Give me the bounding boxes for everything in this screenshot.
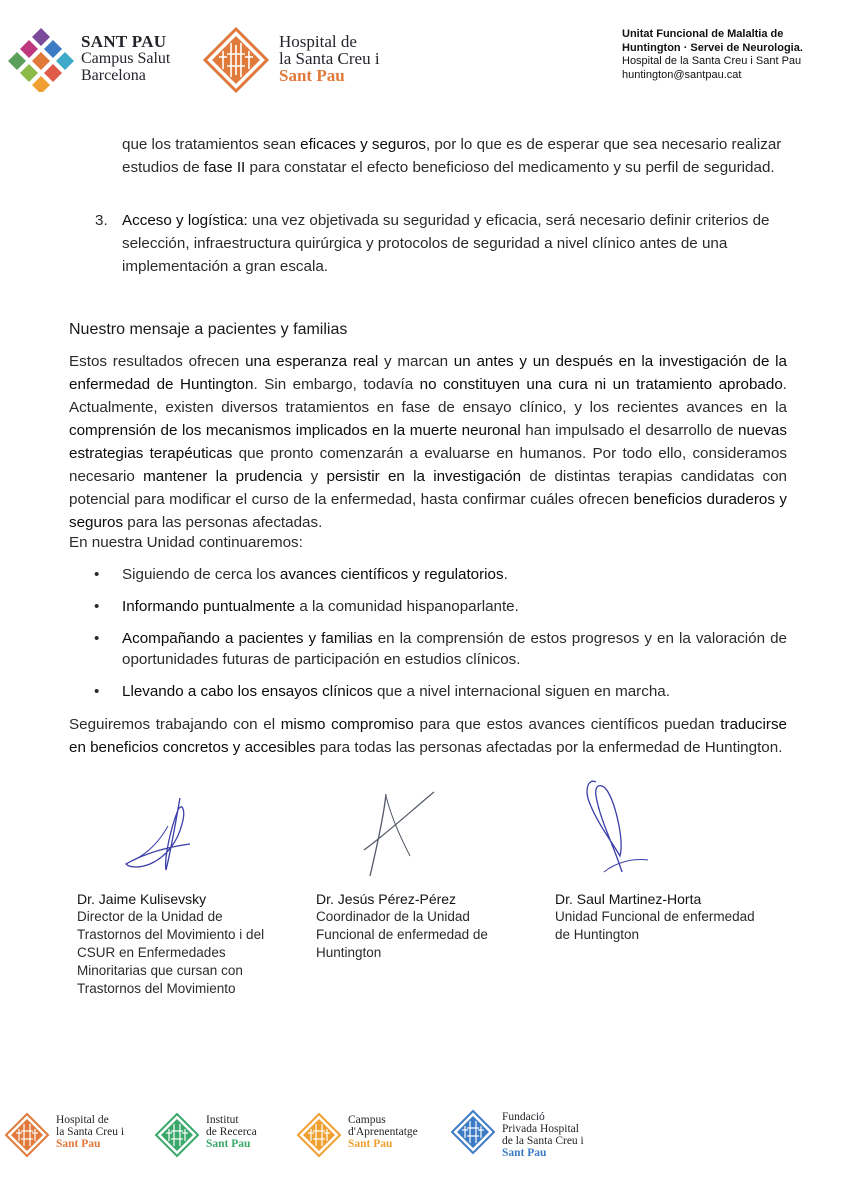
unit-email: huntington@santpau.cat	[622, 68, 742, 81]
fundacio-diamond-icon	[450, 1109, 496, 1155]
footer-accent: Sant Pau	[206, 1138, 251, 1150]
hospital-diamond-icon	[4, 1112, 50, 1158]
list-item	[69, 596, 787, 617]
p1-emphasis-6: mantener la prudencia	[143, 468, 303, 485]
access-logistics-title: Acceso y logística:	[122, 212, 248, 229]
p1-text-2: y marcan	[378, 353, 454, 370]
unit-name-line-2: Huntington · Servei de Neurologia.	[622, 41, 803, 54]
footer-line: la Santa Creu i	[56, 1126, 125, 1138]
footer-line: Campus	[348, 1114, 386, 1126]
signer-name: Dr. Jaime Kulisevsky	[77, 891, 207, 907]
bullet-dot: •	[94, 598, 100, 615]
signature-kulisevsky	[120, 790, 200, 880]
bullet-1-post: .	[503, 566, 508, 583]
footer-line: Privada Hospital	[502, 1123, 579, 1135]
intro-text-3: para constatar el efecto beneficioso del medicamento y su perfil de seguridad.	[245, 159, 775, 176]
footer-logo-campus	[296, 1112, 446, 1158]
p3-text-1: Seguiremos trabajando con el	[69, 716, 281, 733]
signature-martinez	[582, 776, 652, 880]
list-item	[69, 681, 787, 702]
sant-pau-campus-diamond-logo	[6, 26, 76, 92]
hospital-sant-pau-logo	[203, 27, 269, 93]
intro-emphasis-1: eficaces y seguros	[300, 136, 426, 153]
bullet-1-bold: avances científicos y regulatorios	[279, 566, 504, 583]
section-heading: Nuestro mensaje a pacientes y familias	[69, 321, 348, 338]
p1-emphasis-2: un antes y un después en la investigación de la enfermedad de Huntington	[69, 353, 787, 393]
footer-logo-institut	[154, 1112, 294, 1158]
bullet-4-post: que a nivel internacional siguen en marcha.	[372, 683, 670, 700]
sant-pau-campus-brand	[81, 33, 170, 84]
list-item	[69, 628, 787, 670]
brand-line-1: SANT PAU	[81, 32, 167, 51]
footer-accent: Sant Pau	[56, 1138, 101, 1150]
p3-text-2: para que estos avances científicos puedan	[413, 716, 721, 733]
access-logistics-text: una vez objetivada su seguridad y eficacia, será necesario definir criterios de selección, infraestructura quirúrgica y protocolos de seguridad a nivel clínico antes de una implementación a gran escala.	[122, 212, 770, 275]
p3-text-3: para todas las personas afectadas por la enfermedad de Huntington.	[315, 739, 783, 756]
signer-kulisevsky	[77, 890, 264, 998]
p1-emphasis-4: comprensión de los mecanismos implicados en la muerte neuronal	[69, 422, 521, 439]
signer-role-line: Director de la Unidad de	[77, 909, 223, 924]
bullet-dot: •	[94, 566, 100, 583]
signer-role-line: Coordinador de la Unidad	[316, 909, 470, 924]
hospital-sant-pau-brand	[279, 33, 380, 84]
footer-text	[502, 1111, 584, 1159]
p1-emphasis-8: beneficios duraderos y seguros	[69, 491, 788, 531]
p1-text-8: de distintas terapias candidatas con potencial para modificar el curso de la enfermedad, hasta confirmar cuáles ofrecen	[69, 468, 788, 508]
intro-text-1: que los tratamientos sean	[122, 136, 301, 153]
commitment-intro: En nuestra Unidad continuaremos:	[69, 534, 303, 551]
footer-line: Fundació	[502, 1111, 545, 1123]
closing-paragraph	[69, 713, 787, 759]
p1-text-9: para las personas afectadas.	[123, 514, 323, 531]
signer-role-line: Huntington	[316, 945, 382, 960]
p3-emphasis-2: traducirse en beneficios concretos y accesibles	[69, 716, 787, 756]
p1-emphasis-3: no constituyen una cura ni un tratamiento aprobado	[419, 376, 783, 393]
unit-name-line-1: Unitat Funcional de Malaltia de	[622, 28, 784, 40]
p1-text-5: han impulsado el desarrollo de	[520, 422, 738, 439]
p1-text-4: . Actualmente, existen diversos tratamientos en fase de ensayo clínico, y los recientes avances en la	[69, 376, 787, 416]
brand-line-2: Campus Salut	[81, 50, 171, 67]
access-logistics-item	[122, 209, 787, 278]
footer-text	[206, 1114, 257, 1150]
intro-emphasis-2: fase II	[203, 159, 246, 176]
signer-role-line: Trastornos del Movimiento	[77, 981, 236, 996]
bullet-2-post: a la comunidad hispanoparlante.	[295, 598, 519, 615]
campus-diamond-icon	[296, 1112, 342, 1158]
intro-text-2: , por lo que es de esperar que sea necesario realizar estudios de	[122, 136, 782, 176]
signer-role-line: Unidad Funcional de enfermedad	[555, 909, 755, 924]
hospital-line-3: Sant Pau	[279, 66, 345, 85]
institut-diamond-icon	[154, 1112, 200, 1158]
signer-role-line: CSUR en Enfermedades	[77, 945, 226, 960]
bullet-1-pre: Siguiendo de cerca los	[122, 566, 280, 583]
footer-logo-hospital	[4, 1112, 144, 1158]
p1-emphasis-1: una esperanza real	[245, 353, 379, 370]
bullet-3-bold: Acompañando a pacientes y familias	[122, 630, 373, 647]
commitment-list	[69, 564, 787, 713]
signer-role-line: de Huntington	[555, 927, 640, 942]
p1-text-3: . Sin embargo, todavía	[253, 376, 420, 393]
signer-name: Dr. Jesús Pérez-Pérez	[316, 891, 457, 907]
footer-accent: Sant Pau	[348, 1138, 393, 1150]
p1-text-7: y	[302, 468, 327, 485]
p1-emphasis-5: nuevas estrategias terapéuticas	[69, 422, 787, 462]
list-item	[69, 564, 787, 585]
signer-role-line: Trastornos del Movimiento i del	[77, 927, 265, 942]
bullet-3-post: en la comprensión de estos progresos y en la valoración de oportunidades futuras de participación en estudios clínicos.	[122, 630, 787, 668]
brand-line-3: Barcelona	[81, 67, 146, 84]
footer-accent: Sant Pau	[502, 1147, 547, 1159]
footer-line: de la Santa Creu i	[502, 1135, 584, 1147]
footer-text	[56, 1114, 124, 1150]
p1-text-1: Estos resultados ofrecen	[69, 353, 246, 370]
signer-role-line: Funcional de enfermedad de	[316, 927, 488, 942]
signature-perez	[358, 790, 438, 880]
bullet-dot: •	[94, 630, 100, 647]
hospital-line-2: la Santa Creu i	[279, 49, 380, 68]
bullet-dot: •	[94, 683, 100, 700]
p3-emphasis-1: mismo compromiso	[280, 716, 414, 733]
signer-perez	[316, 890, 488, 962]
unit-address: Hospital de la Santa Creu i Sant Pau	[622, 55, 802, 67]
signer-role-line: Minoritarias que cursan con	[77, 963, 243, 978]
signer-martinez	[555, 890, 755, 944]
unit-contact-block	[622, 28, 803, 82]
footer-line: Hospital de	[56, 1114, 109, 1126]
bullet-2-bold: Informando puntualmente	[122, 598, 296, 615]
footer-line: d'Aprenentatge	[348, 1126, 418, 1138]
intro-paragraph	[122, 133, 787, 179]
footer-line: de Recerca	[206, 1126, 257, 1138]
list-number: 3.	[95, 212, 108, 229]
bullet-4-bold: Llevando a cabo los ensayos clínicos	[122, 683, 373, 700]
hospital-line-1: Hospital de	[279, 32, 357, 51]
footer-line: Institut	[206, 1114, 239, 1126]
message-paragraph	[69, 350, 787, 534]
footer-logo-fundacio	[450, 1109, 610, 1159]
signer-name: Dr. Saul Martinez-Horta	[555, 891, 702, 907]
p1-emphasis-7: persistir en la investigación	[326, 468, 522, 485]
p1-text-6: que pronto comenzarán a evaluarse en humanos. Por todo ello, consideramos necesario	[69, 445, 787, 485]
footer-text	[348, 1114, 418, 1150]
